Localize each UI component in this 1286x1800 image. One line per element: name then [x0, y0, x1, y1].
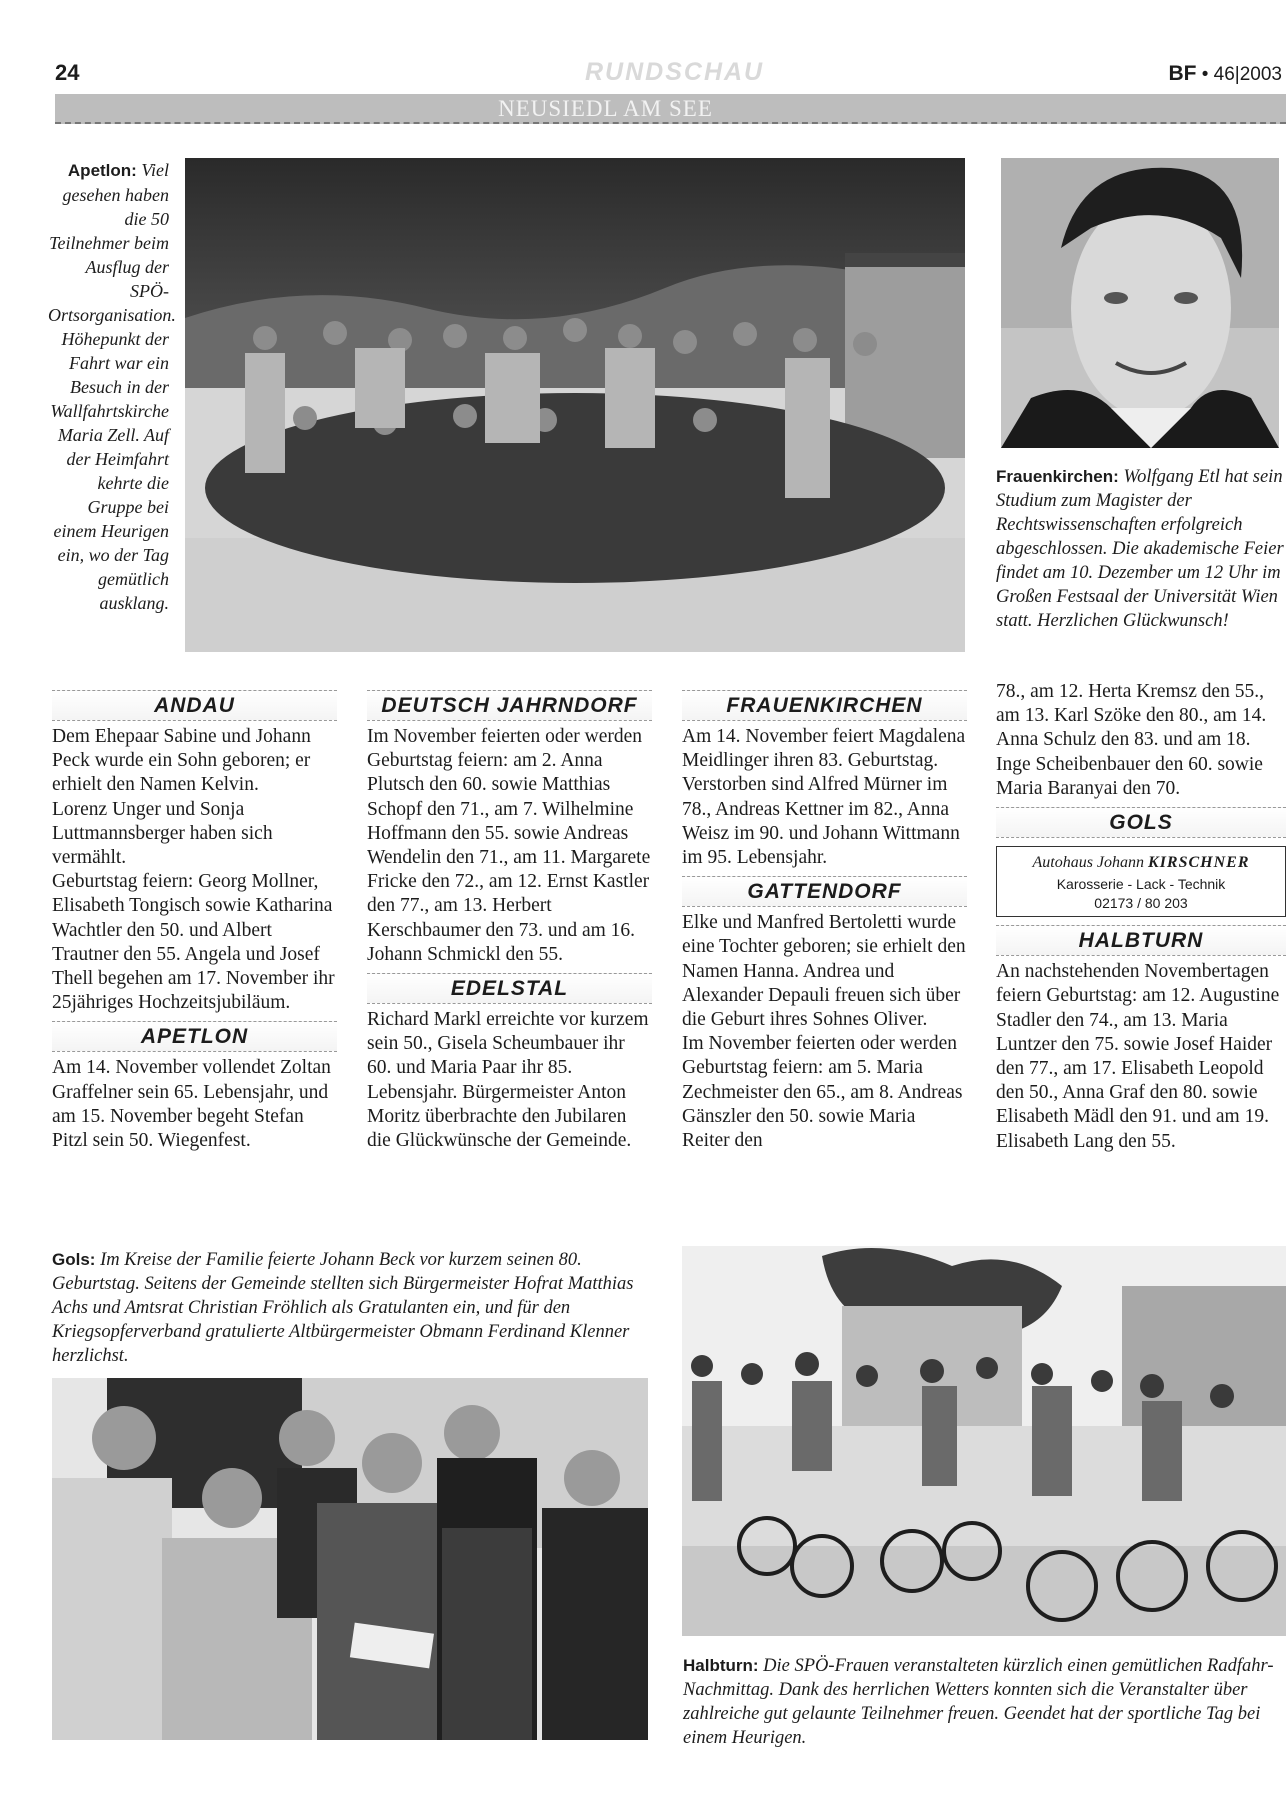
- gattendorf-paragraph-3: 78., am 12. Herta Kremsz den 55., am 13. Karl Szöke den 80., am 14. Anna Schulz den 83. und am 18. Inge Scheibenbauer den 60. sowie Maria Baranyai den 70.: [996, 681, 1267, 799]
- caption-place: Frauenkirchen:: [996, 467, 1119, 486]
- section-head-deutsch-jahrndorf: DEUTSCH JAHRNDORF: [367, 690, 652, 721]
- ad-prefix: Autohaus Johann: [1032, 854, 1145, 872]
- frauenkirchen-paragraph-1: Am 14. November feiert Magdalena Meidlinger ihren 83. Geburtstag.: [682, 726, 966, 772]
- region-bar: [55, 94, 1286, 124]
- caption-text: Wolfgang Etl hat sein Studium zum Magister der Rechtswissenschaften erfolgreich abgeschlossen. Die akademische Feier findet am 10. Dezember um 12 Uhr im Großen Festsaal der Universität Wien statt. Herzlichen Glückwunsch!: [996, 467, 1284, 631]
- group-photo-excursion: [185, 158, 965, 652]
- ad-services: Karosserie - Lack - Technik: [1056, 876, 1226, 893]
- gattendorf-paragraph-2: Im November feierten oder werden Geburtstag feiern: am 5. Maria Zechmeister den 65., am 8. Andreas Gänszler den 50. sowie Maria Reiter den: [682, 1033, 963, 1152]
- caption-place: Apetlon:: [67, 161, 137, 180]
- ad-phone: 02173 / 80 203: [1094, 895, 1188, 912]
- advertisement-box: [996, 846, 1286, 917]
- caption-gols: [52, 1248, 652, 1368]
- caption-text: Die SPÖ-Frauen veranstalteten kürzlich einen gemütlichen Radfahr-Nachmittag. Dank des herrlichen Wetters konnten sich die Veranstalter über zahlreiche gut gelaunte Teilnehmer freuen. Geendet hat der sportliche Tag bei einem Heurigen.: [683, 1656, 1274, 1748]
- frauenkirchen-paragraph-2: Verstorben sind Alfred Mürner im 78., Andreas Kettner im 82., Anna Weisz im 90. und Johann Wittmann im 95. Lebensjahr.: [682, 774, 960, 869]
- apetlon-paragraph-1: Am 14. November vollendet Zoltan Graffelner sein 65. Lebensjahr, und am 15. November begeht Stefan Pitzl sein 50. Wiegenfest.: [52, 1057, 331, 1152]
- section-head-apetlon: APETLON: [52, 1021, 337, 1052]
- caption-text: Im Kreise der Familie feierte Johann Beck vor kurzem seinen 80. Geburtstag. Seitens der Gemeinde stellten sich Bürgermeister Hofrat Matthias Achs und Amtsrat Christian Fröhlich als Gratulanten ein, und für den Kriegsopferverband gratulierte Altbürgermeister Obmann Ferdinand Klenner herzlichst.: [52, 1250, 634, 1366]
- section-head-gattendorf: GATTENDORF: [682, 876, 967, 907]
- andau-paragraph-1: Dem Ehepaar Sabine und Johann Peck wurde ein Sohn geboren; er erhielt den Namen Kelvin.: [52, 726, 311, 796]
- ad-firm-name: KIRSCHNER: [1148, 854, 1250, 872]
- issue-prefix: BF: [1168, 62, 1197, 85]
- portrait-photo: [1001, 158, 1279, 448]
- caption-place: Gols:: [52, 1250, 96, 1269]
- column-1: [52, 690, 337, 1153]
- issue-info: [1168, 62, 1282, 86]
- edelstal-paragraph-1: Richard Markl erreichte vor kurzem sein 50., Gisela Scheumbauer ihr 60. und Maria Paar ihr 85. Lebensjahr. Bürgermeister Anton Moritz überbrachte den Jubilaren die Glückwünsche der Gemeinde.: [367, 1009, 649, 1152]
- section-head-edelstal: EDELSTAL: [367, 973, 652, 1004]
- caption-halbturn: [683, 1654, 1283, 1750]
- andau-paragraph-3: Geburtstag feiern: Georg Mollner, Elisabeth Tongisch sowie Katharina Wachtler den 50. und Albert Trautner den 55. Angela und Josef Thell begehen am 17. November ihr 25jähriges Hochzeitsjubiläum.: [52, 871, 335, 1014]
- ad-name-line: [997, 851, 1285, 875]
- caption-apetlon: [48, 158, 176, 615]
- deutsch-jahrndorf-paragraph-1: Im November feierten oder werden Geburtstag feiern: am 2. Anna Plutsch den 60. sowie Matthias Schopf den 71., am 7. Wilhelmine Hoffmann den 55. sowie Andreas Wendelin den 71., am 11. Margarete Fricke den 72., am 12. Ernst Kastler den 77., am 13. Herbert Kerschbaumer den 73. und am 16. Johann Schmickl den 55.: [367, 726, 651, 965]
- column-2: [367, 690, 652, 1153]
- gattendorf-paragraph-1: Elke und Manfred Bertoletti wurde eine Tochter geboren; sie erhielt den Namen Hanna. Andrea und Alexander Depauli freuen sich über die Geburt ihres Sohnes Oliver.: [682, 912, 966, 1031]
- caption-place: Halbturn:: [683, 1656, 759, 1675]
- region-title: NEUSIEDL AM SEE: [498, 96, 713, 121]
- family-photo-birthday: [52, 1378, 648, 1740]
- issue-separator: •: [1201, 64, 1209, 85]
- section-head-gols: GOLS: [996, 807, 1286, 838]
- caption-frauenkirchen: [996, 465, 1286, 633]
- issue-number: 46|2003: [1213, 64, 1282, 85]
- andau-paragraph-2: Lorenz Unger und Sonja Luttmannsberger haben sich vermählt.: [52, 798, 273, 869]
- section-head-halbturn: HALBTURN: [996, 925, 1286, 956]
- page-number: 24: [55, 60, 80, 85]
- column-4: [996, 680, 1286, 1154]
- section-head-andau: ANDAU: [52, 690, 337, 721]
- section-head-frauenkirchen: FRAUENKIRCHEN: [682, 690, 967, 721]
- caption-text: Viel gesehen haben die 50 Teilnehmer beim Ausflug der SPÖ-Ortsorganisation. Höhepunkt der Fahrt war ein Besuch in der Wallfahrtskirche Maria Zell. Auf der Heimfahrt kehrte die Gruppe bei einem Heurigen ein, wo der Tag gemütlich ausklang.: [48, 160, 176, 613]
- publication-title: RUNDSCHAU: [585, 58, 765, 86]
- cycling-group-photo: [682, 1246, 1286, 1636]
- column-3: [682, 690, 967, 1153]
- halbturn-paragraph-1: An nachstehenden Novembertagen feiern Geburtstag: am 12. Augustine Stadler den 74., am 13. Maria Luntzer den 75. sowie Josef Haider den 77., am 17. Elisabeth Leopold den 50., Anna Graf den 80. sowie Elisabeth Mädl den 91. und am 19. Elisabeth Lang den 55.: [996, 961, 1280, 1152]
